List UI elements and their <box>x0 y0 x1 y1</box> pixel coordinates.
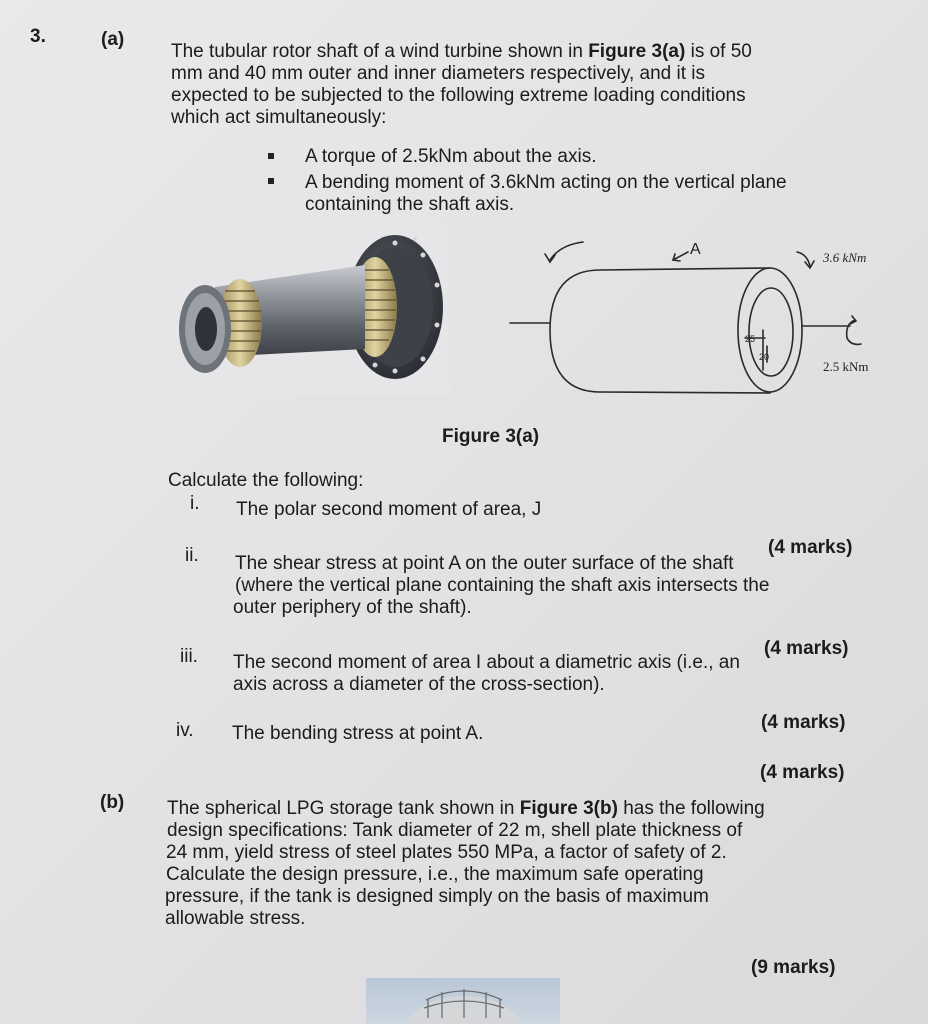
item-i-text: The polar second moment of area, J <box>236 499 542 520</box>
bullet-icon <box>268 153 274 159</box>
question-number: 3. <box>30 26 46 47</box>
item-iii-number: iii. <box>180 646 198 667</box>
diagram-moment-label: 3.6 kNm <box>823 250 867 265</box>
item-ii-marks: (4 marks) <box>764 638 849 659</box>
intro-line-2: mm and 40 mm outer and inner diameters respectively, and it is <box>171 63 705 84</box>
diagram-torque-label: 2.5 kNm <box>823 359 869 374</box>
diagram-dim-outer: 25 <box>745 334 756 344</box>
item-iv-marks: (4 marks) <box>760 762 845 783</box>
figure-caption: Figure 3(a) <box>442 426 540 447</box>
intro-line-4: which act simultaneously: <box>171 107 387 128</box>
item-ii-line-1: The shear stress at point A on the outer surface of the shaft <box>235 553 734 574</box>
part-b-line-2: design specifications: Tank diameter of 22 m, shell plate thickness of <box>167 820 743 841</box>
part-a-label: (a) <box>101 29 125 50</box>
item-i-marks: (4 marks) <box>768 537 853 558</box>
part-b-line-1: The spherical LPG storage tank shown in Figure 3(b) has the following <box>167 798 765 819</box>
lpg-tank-photo <box>366 978 560 1024</box>
item-iii-marks: (4 marks) <box>761 712 846 733</box>
intro-line-3: expected to be subjected to the following extreme loading conditions <box>171 85 746 106</box>
diagram-point-a: A <box>690 241 701 258</box>
item-iii-line-2: axis across a diameter of the cross-section). <box>233 674 605 695</box>
item-ii-number: ii. <box>185 545 199 566</box>
item-ii-line-2: (where the vertical plane containing the shaft axis intersects the <box>235 575 770 596</box>
part-b-line-3: 24 mm, yield stress of steel plates 550 MPa, a factor of safety of 2. <box>166 842 727 863</box>
bullet-icon <box>268 178 274 184</box>
item-i-number: i. <box>190 493 200 514</box>
item-iii-line-1: The second moment of area I about a diametric axis (i.e., an <box>233 652 740 673</box>
bullet-moment-line-1: A bending moment of 3.6kNm acting on the vertical plane <box>305 172 787 193</box>
item-ii-line-3: outer periphery of the shaft). <box>233 597 472 618</box>
rotor-shaft-photo <box>175 225 450 395</box>
part-b-line-6: allowable stress. <box>165 908 306 929</box>
shaft-diagram <box>505 230 900 410</box>
bullet-torque: A torque of 2.5kNm about the axis. <box>305 146 597 167</box>
diagram-dim-inner: 20 <box>759 352 770 362</box>
part-b-line-5: pressure, if the tank is designed simply on the basis of maximum <box>165 886 709 907</box>
item-iv-number: iv. <box>176 720 194 741</box>
part-b-label: (b) <box>100 792 125 813</box>
part-b-line-4: Calculate the design pressure, i.e., the maximum safe operating <box>166 864 704 885</box>
item-iv-text: The bending stress at point A. <box>232 723 484 744</box>
calc-intro: Calculate the following: <box>168 470 364 491</box>
bullet-moment-line-2: containing the shaft axis. <box>305 194 515 215</box>
part-b-marks: (9 marks) <box>751 957 836 978</box>
intro-line-1: The tubular rotor shaft of a wind turbine shown in Figure 3(a) is of 50 <box>171 41 752 62</box>
